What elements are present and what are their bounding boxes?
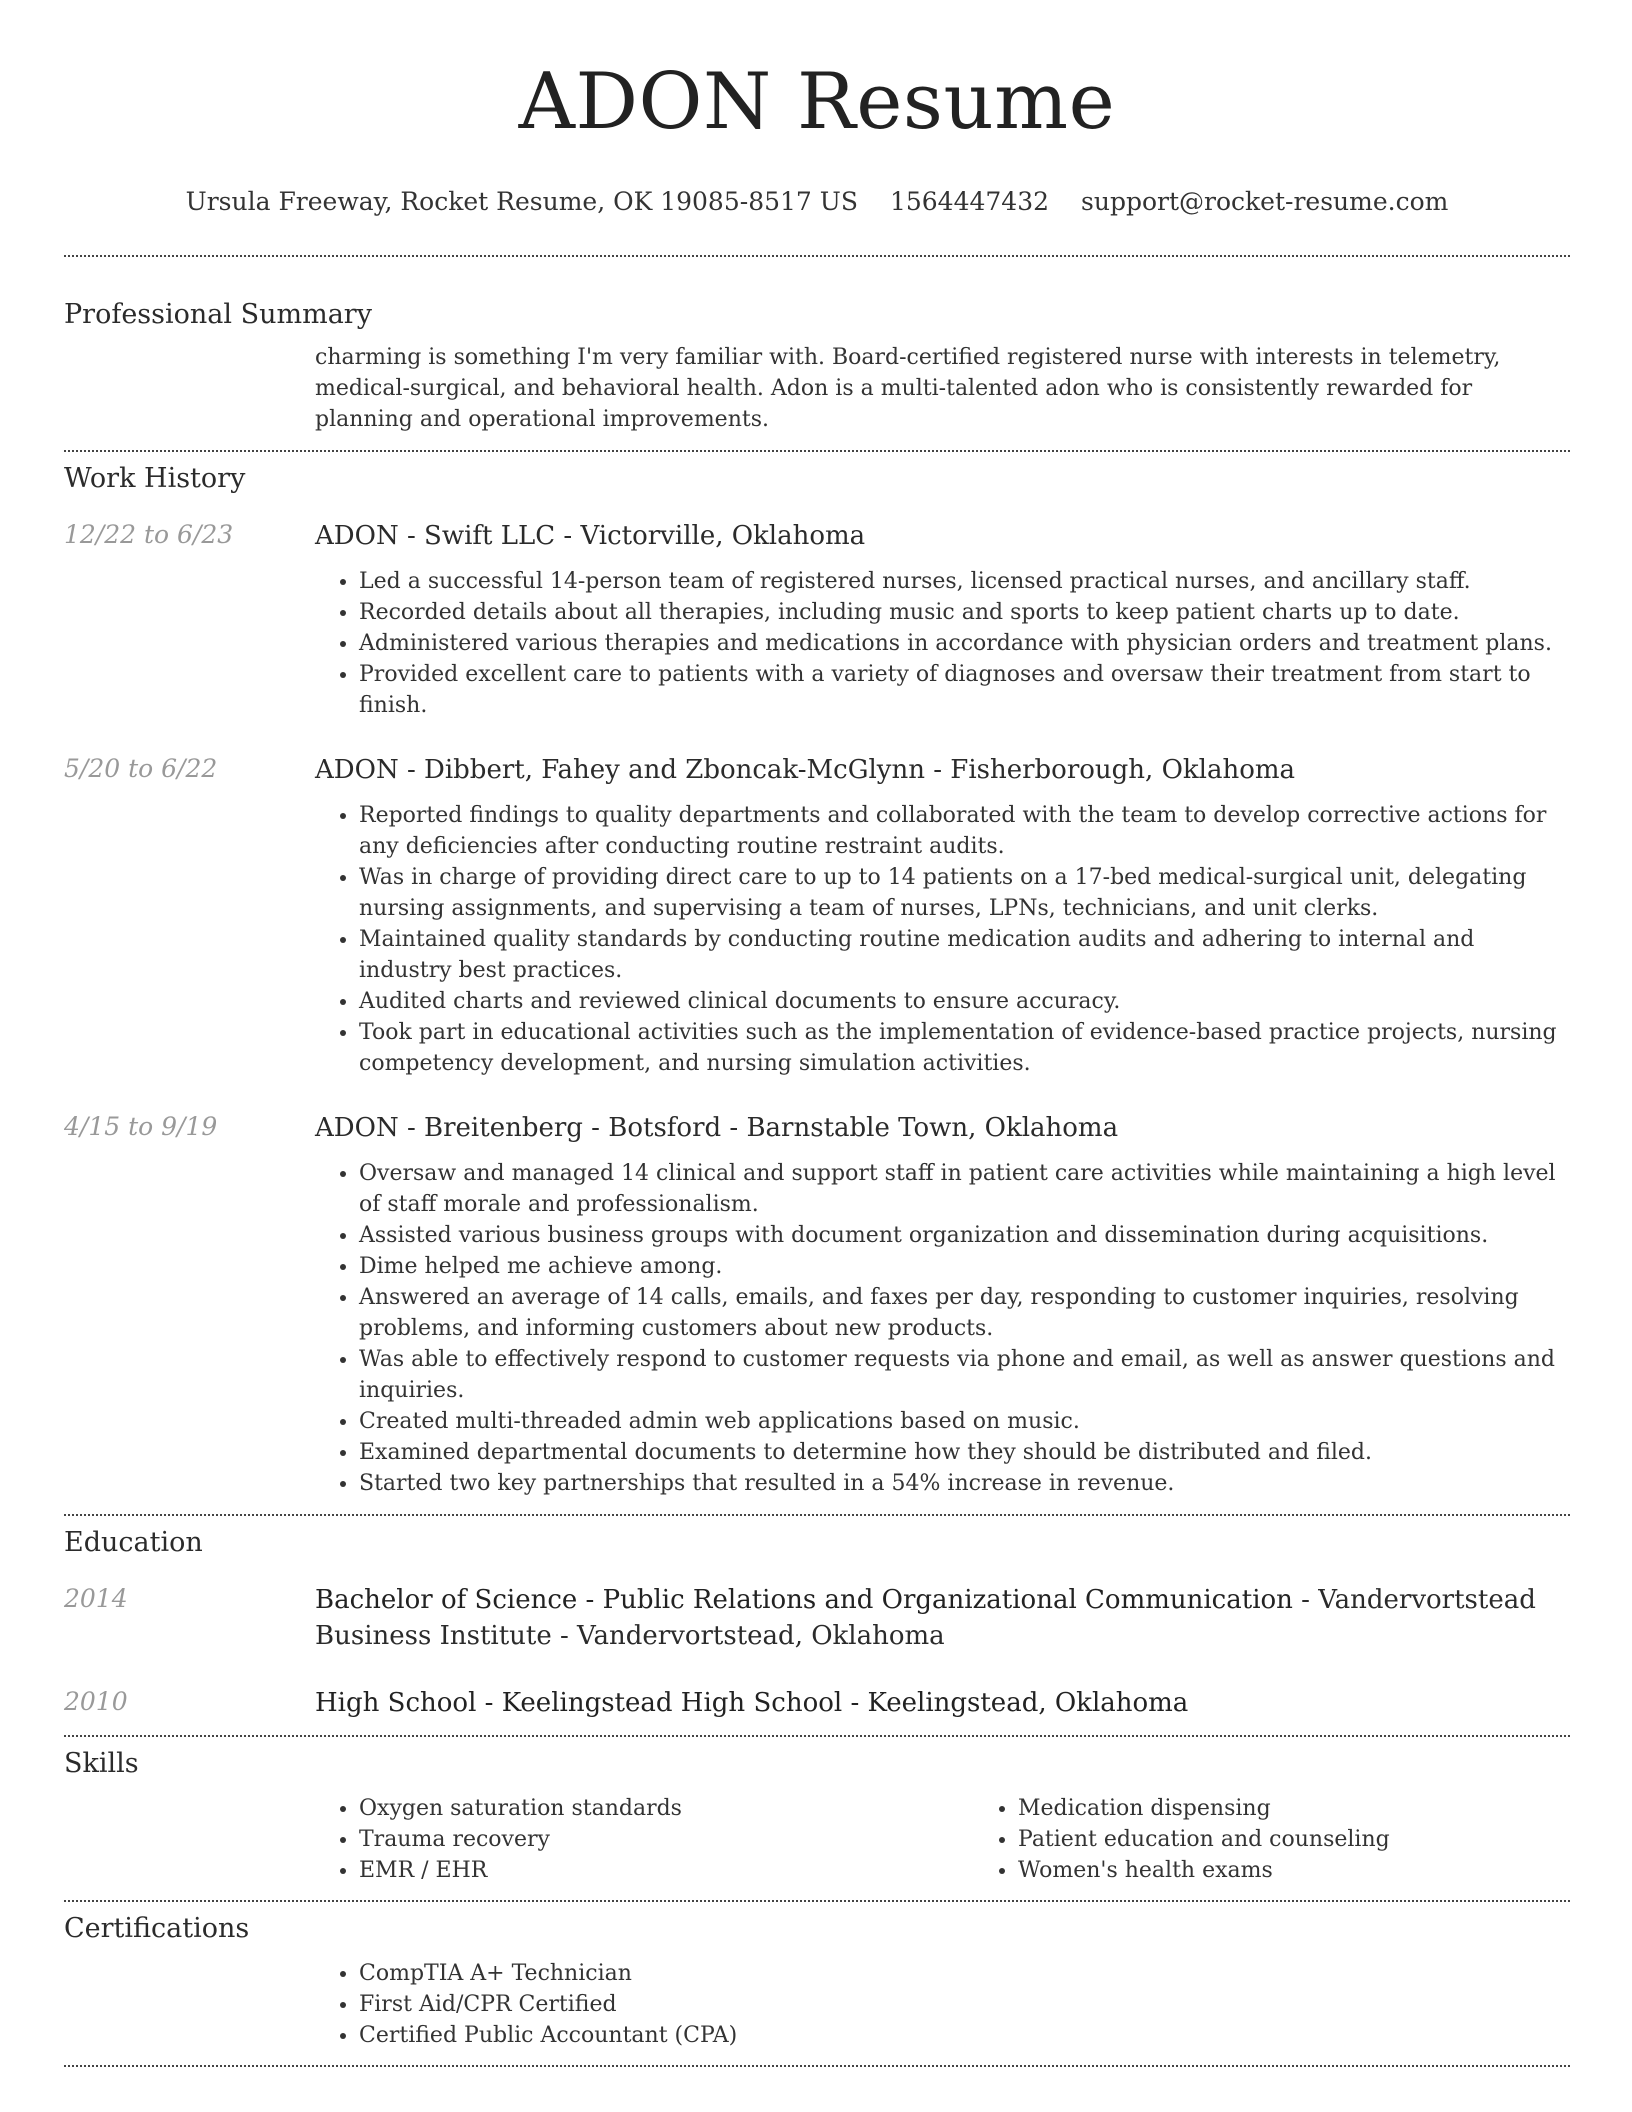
job-title: ADON - Swift LLC - Victorville, Oklahoma [315, 521, 866, 551]
list-item: • Reported findings to quality departments and collaborated with the team to develop corrective actions for any deficiencies after conducting routine restraint audits. [359, 800, 1570, 862]
list-item: • Administered various therapies and medications in accordance with physician orders and treatment plans. [359, 628, 1570, 659]
divider [64, 450, 1570, 452]
certifications-section [64, 1912, 1570, 2051]
divider [64, 1900, 1570, 1902]
list-item: • Was in charge of providing direct care to up to 14 patients on a 17-bed medical-surgical unit, delegating nursing assignments, and supervising a team of nurses, LPNs, technicians, and unit clerks. [359, 862, 1570, 924]
skills-list-left [315, 1793, 974, 1886]
resume-title: ADON Resume [518, 57, 1116, 147]
list-item: • Oversaw and managed 14 clinical and support staff in patient care activities while maintaining a high level of staff morale and professionalism. [359, 1158, 1570, 1220]
job-bullets [315, 566, 1570, 721]
list-item: • Audited charts and reviewed clinical documents to ensure accuracy. [359, 986, 1570, 1017]
section-title-skills: Skills [64, 1748, 139, 1779]
summary-text: charming is something I'm very familiar with. Board-certified registered nurse with interests in telemetry, medical-surgical, and behavioral health. Adon is a multi-talented adon who is consistently rewarded for planning and operational improvements. [315, 345, 1501, 432]
skills-list-right [974, 1793, 1632, 1886]
list-item: • Women's health exams [1018, 1855, 1632, 1886]
job-entry [64, 1110, 1570, 1499]
contact-email[interactable]: support@rocket-resume.com [1081, 187, 1449, 216]
section-title-summary: Professional Summary [64, 299, 372, 330]
education-entry [64, 1582, 1570, 1654]
divider [64, 1735, 1570, 1737]
work-history-section [64, 462, 1570, 1499]
education-degree: Bachelor of Science - Public Relations and Organizational Communication [315, 1585, 1293, 1615]
list-item: • First Aid/CPR Certified [359, 1989, 1570, 2020]
contact-phone: 1564447432 [889, 187, 1050, 216]
divider [64, 1514, 1570, 1516]
education-entry [64, 1685, 1570, 1721]
section-title-education: Education [64, 1527, 203, 1558]
certifications-list [315, 1958, 1570, 2051]
list-item: • Assisted various business groups with document organization and dissemination during acquisitions. [359, 1220, 1570, 1251]
job-title: ADON - Dibbert, Fahey and Zboncak-McGlynn - Fisherborough, Oklahoma [315, 755, 1296, 785]
education-year: 2010 [64, 1687, 128, 1716]
section-title-work-history: Work History [64, 463, 246, 494]
list-item: • Maintained quality standards by conducting routine medication audits and adhering to internal and industry best practices. [359, 924, 1570, 986]
list-item: • Started two key partnerships that resulted in a 54% increase in revenue. [359, 1468, 1570, 1499]
list-item: • CompTIA A+ Technician [359, 1958, 1570, 1989]
job-bullets [315, 1158, 1570, 1499]
job-dates: 5/20 to 6/22 [64, 754, 218, 783]
divider [64, 255, 1570, 257]
job-dates: 4/15 to 9/19 [64, 1112, 218, 1141]
list-item: • Recorded details about all therapies, including music and sports to keep patient charts up to date. [359, 597, 1570, 628]
job-title: ADON - Breitenberg - Botsford - Barnstable Town, Oklahoma [315, 1113, 1119, 1143]
list-item: • Led a successful 14-person team of registered nurses, licensed practical nurses, and ancillary staff. [359, 566, 1570, 597]
divider [64, 2065, 1570, 2067]
education-section [64, 1526, 1570, 1721]
list-item: • Examined departmental documents to determine how they should be distributed and filed. [359, 1437, 1570, 1468]
list-item: • Created multi-threaded admin web applications based on music. [359, 1406, 1570, 1437]
job-entry [64, 518, 1570, 721]
list-item: • Oxygen saturation standards [359, 1793, 974, 1824]
job-bullets [315, 800, 1570, 1079]
education-degree: High School - Keelingstead High School - Keelingstead, Oklahoma [315, 1688, 1189, 1718]
list-item: • Took part in educational activities such as the implementation of evidence-based practice projects, nursing competency development, and nursing simulation activities. [359, 1017, 1570, 1079]
list-item: • EMR / EHR [359, 1855, 974, 1886]
skills-section [64, 1747, 1570, 1886]
list-item: • Certified Public Accountant (CPA) [359, 2020, 1570, 2051]
education-year: 2014 [64, 1584, 128, 1613]
contact-address: Ursula Freeway, Rocket Resume, OK 19085-8517 US [185, 187, 858, 216]
list-item: • Dime helped me achieve among. [359, 1251, 1570, 1282]
contact-line [64, 186, 1570, 218]
resume-page [64, 0, 1570, 2067]
education-school: - Vandervortstead Business Institute - Vandervortstead, Oklahoma [315, 1585, 1536, 1651]
list-item: • Patient education and counseling [1018, 1824, 1632, 1855]
job-dates: 12/22 to 6/23 [64, 520, 234, 549]
job-entry [64, 752, 1570, 1079]
list-item: • Medication dispensing [1018, 1793, 1632, 1824]
summary-section [64, 298, 1570, 435]
list-item: • Trauma recovery [359, 1824, 974, 1855]
section-title-certifications: Certifications [64, 1913, 250, 1944]
list-item: • Was able to effectively respond to customer requests via phone and email, as well as answer questions and inquiries. [359, 1344, 1570, 1406]
list-item: • Provided excellent care to patients with a variety of diagnoses and oversaw their treatment from start to finish. [359, 659, 1570, 721]
list-item: • Answered an average of 14 calls, emails, and faxes per day, responding to customer inquiries, resolving problems, and informing customers about new products. [359, 1282, 1570, 1344]
